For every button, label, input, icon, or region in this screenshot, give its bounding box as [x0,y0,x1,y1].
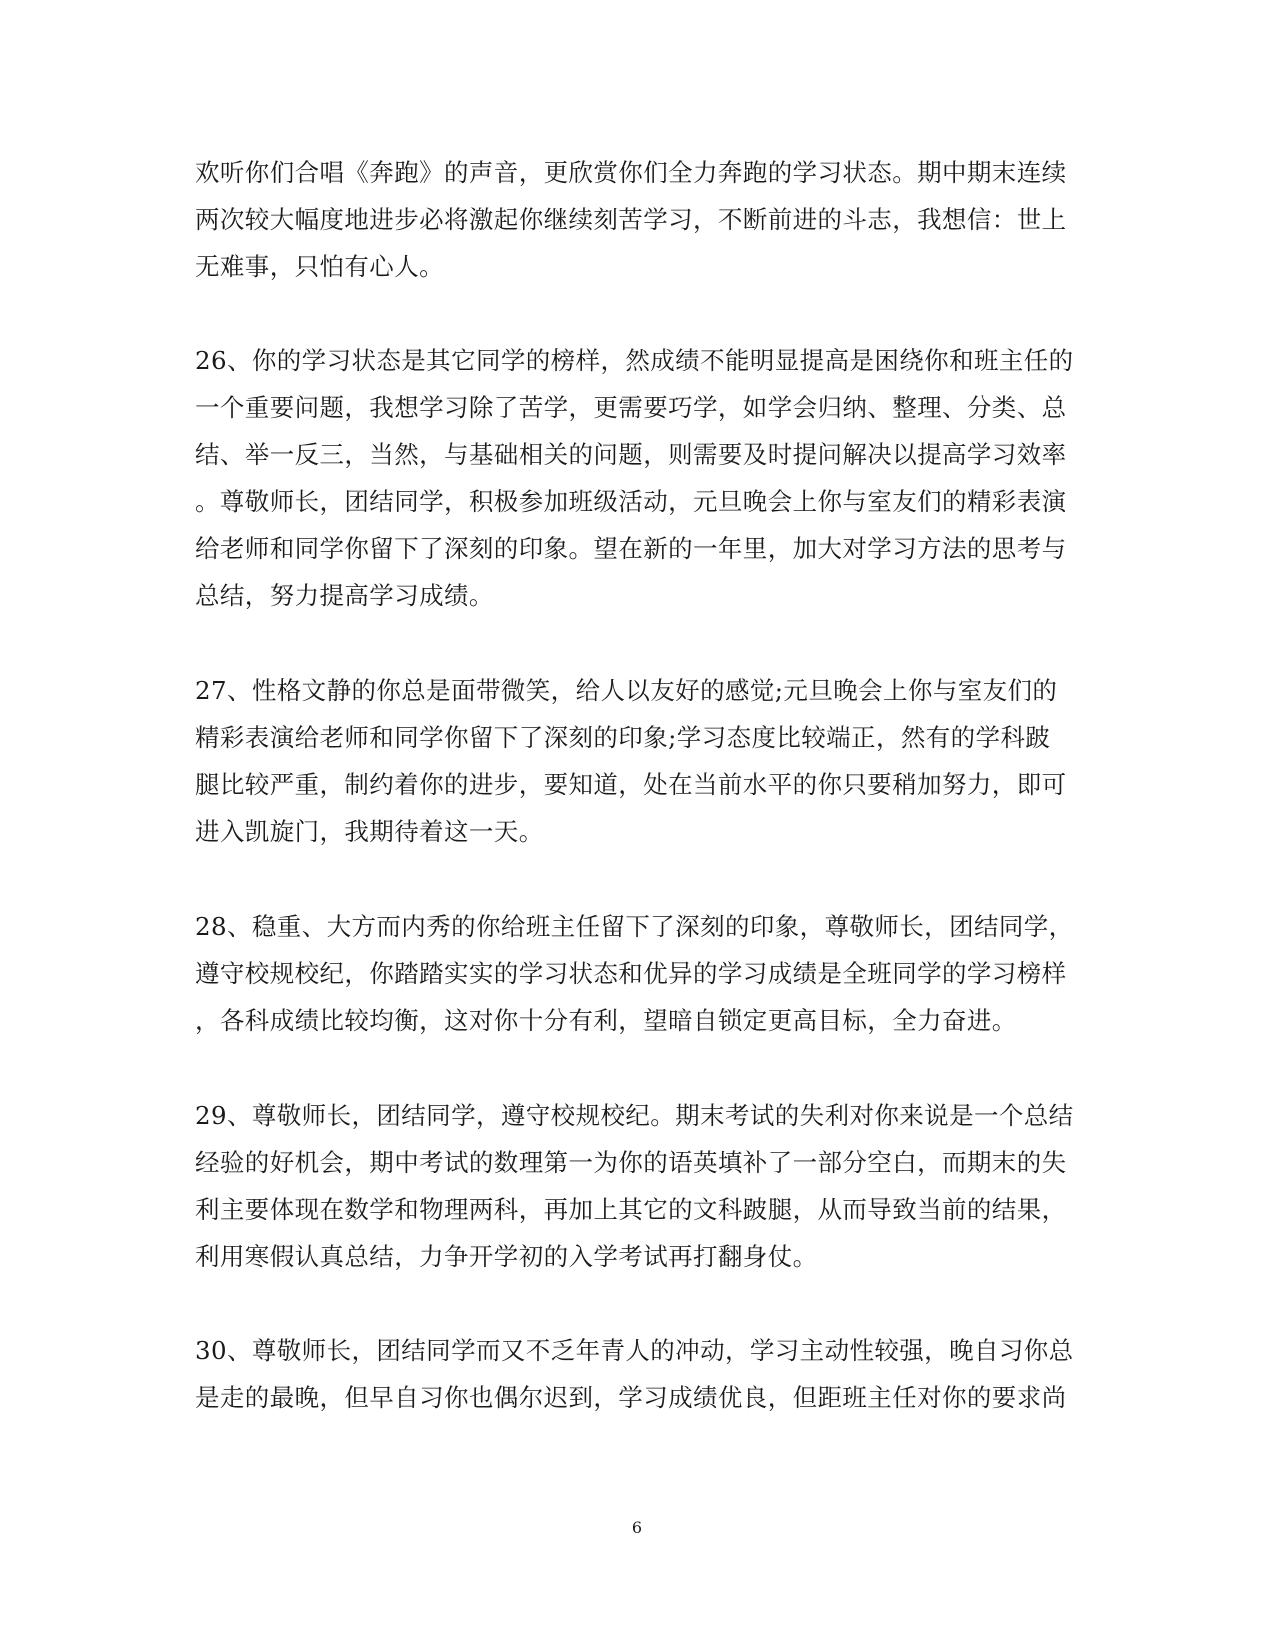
text-line: 精彩表演给老师和同学你留下了深刻的印象;学习态度比较端正，然有的学科跛 [195,723,1051,752]
page-number: 6 [631,1518,643,1537]
text-line: 是走的最晚，但早自习你也偶尔迟到，学习成绩优良，但距班主任对你的要求尚 [195,1383,1067,1412]
text-line: 30、尊敬师长，团结同学而又不乏年青人的冲动，学习主动性较强，晚自习你总 [195,1336,1074,1365]
text-line: 遵守校规校纪，你踏踏实实的学习状态和优异的学习成绩是全班同学的学习榜样 [195,959,1067,988]
text-line: 无难事，只怕有心人。 [195,252,444,281]
text-line: 欢听你们合唱《奔跑》的声音，更欣赏你们全力奔跑的学习状态。期中期末连续 [195,158,1067,187]
text-line: 28、稳重、大方而内秀的你给班主任留下了深刻的印象，尊敬师长，团结同学， [195,912,1074,941]
text-line: 进入凯旋门，我期待着这一天。 [195,817,544,846]
text-line: 利主要体现在数学和物理两科，再加上其它的文科跛腿，从而导致当前的结果， [195,1195,1067,1224]
text-line: 给老师和同学你留下了深刻的印象。望在新的一年里，加大对学习方法的思考与 [195,534,1067,563]
text-line: 26、你的学习状态是其它同学的榜样，然成绩不能明显提高是困绕你和班主任的 [195,346,1074,375]
text-line: ，各科成绩比较均衡，这对你十分有利，望暗自锁定更高目标，全力奋进。 [195,1006,1017,1035]
text-line: 两次较大幅度地进步必将激起你继续刻苦学习，不断前进的斗志，我想信：世上 [195,205,1067,234]
text-line: 总结，努力提高学习成绩。 [195,581,494,610]
text-line: 27、性格文静的你总是面带微笑，给人以友好的感觉;元旦晚会上你与室友们的 [195,676,1058,705]
text-line: 29、尊敬师长，团结同学，遵守校规校纪。期末考试的失利对你来说是一个总结 [195,1101,1074,1130]
text-line: 经验的好机会，期中考试的数理第一为你的语英填补了一部分空白，而期末的失 [195,1148,1067,1177]
text-line: 结、举一反三，当然，与基础相关的问题，则需要及时提问解决以提高学习效率 [195,440,1067,469]
text-line: 腿比较严重，制约着你的进步，要知道，处在当前水平的你只要稍加努力，即可 [195,770,1067,799]
text-line: 。尊敬师长，团结同学，积极参加班级活动，元旦晚会上你与室友们的精彩表演 [195,487,1067,516]
text-line: 一个重要问题，我想学习除了苦学，更需要巧学，如学会归纳、整理、分类、总 [195,393,1067,422]
text-line: 利用寒假认真总结，力争开学初的入学考试再打翻身仗。 [195,1242,818,1271]
